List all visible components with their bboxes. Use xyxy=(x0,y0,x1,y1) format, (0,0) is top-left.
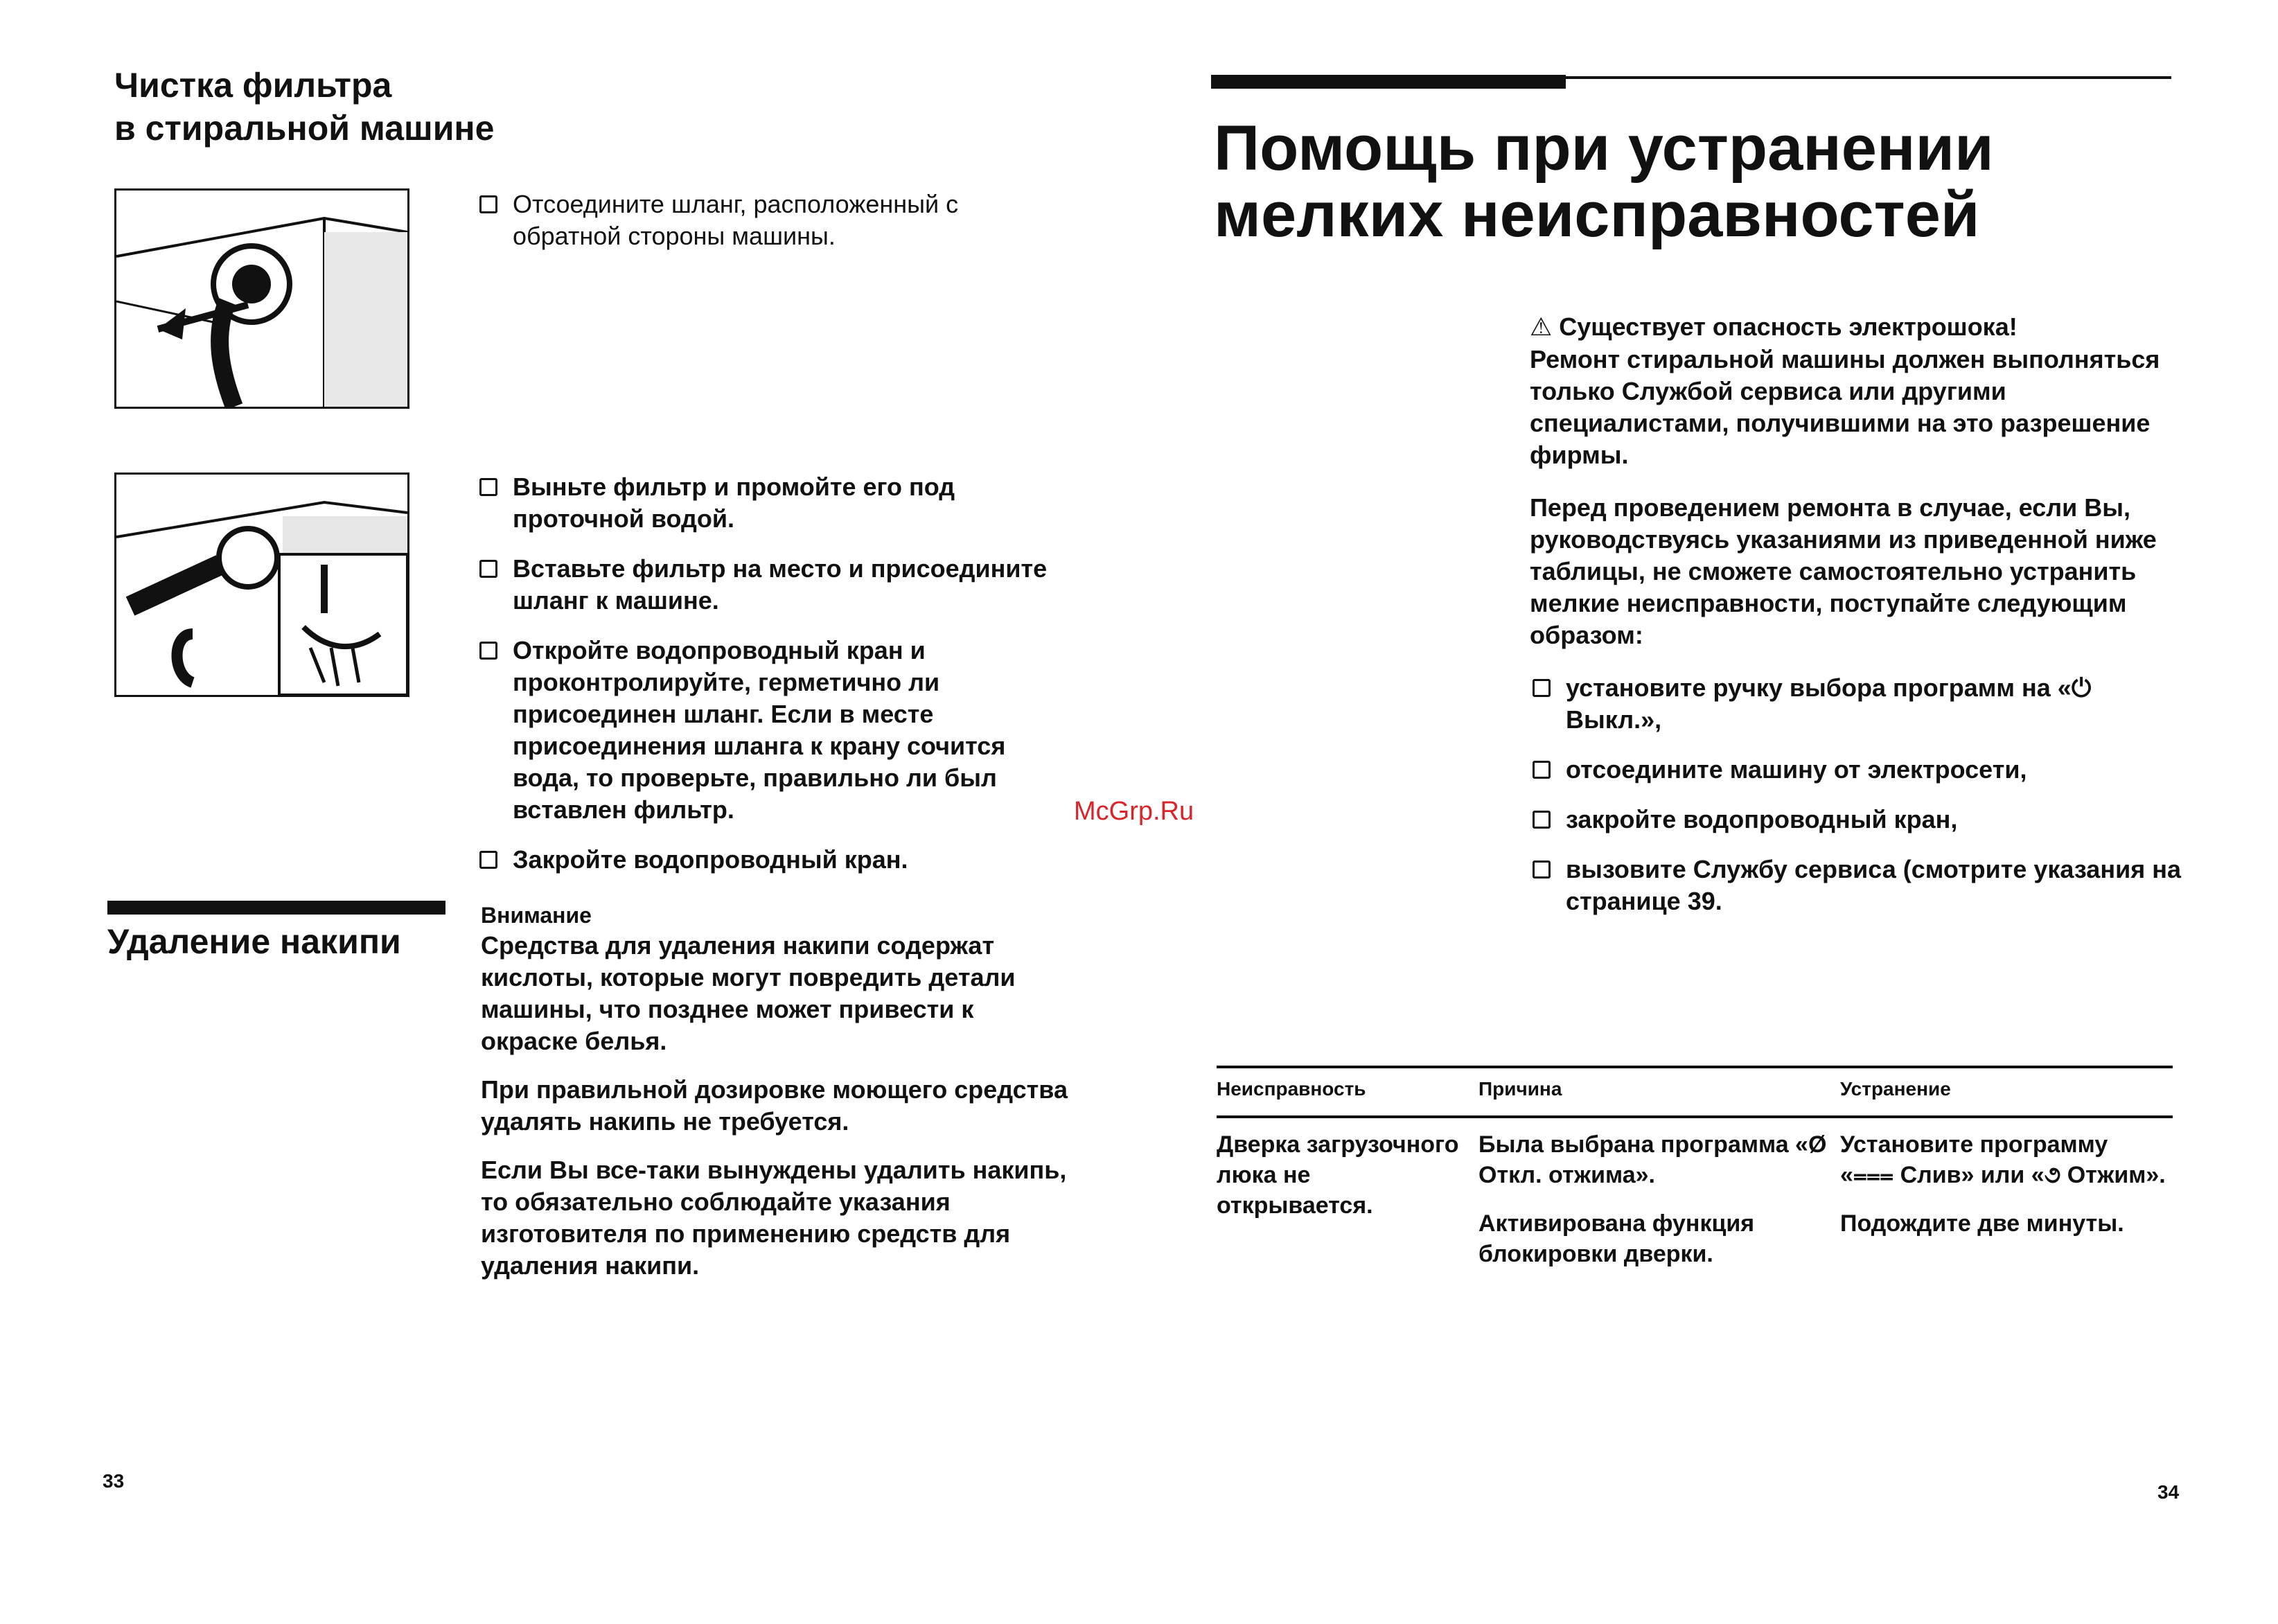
left-page-title xyxy=(114,64,558,150)
header-fix: Устранение xyxy=(1840,1067,2173,1117)
descaling-title: Удаление накипи xyxy=(107,922,401,961)
illustration-filter-clean xyxy=(114,473,409,697)
page-number-left: 33 xyxy=(103,1470,125,1492)
precaution-list xyxy=(1530,672,2181,917)
table-row xyxy=(1217,1117,2173,1287)
intro-text: Перед проведением ремонта в случае, если Вы, руководствуясь указаниями из приведенной ниже таблицы, не сможете самостоятельно устранить мелкие неисправности, поступайте следующим образом: xyxy=(1530,493,2157,649)
cause-2: Активирована функция блокировки дверки. xyxy=(1478,1210,1755,1267)
descaling-section-bar xyxy=(107,901,445,915)
filter-step-5: Закройте водопроводный кран. xyxy=(477,844,1059,876)
illustration-hose-disconnect xyxy=(114,188,409,409)
warning-text: Ремонт стиральной машины должен выполняться только Службой сервиса или другими специалистами, получившими на это разрешение фирмы. xyxy=(1530,345,2160,469)
warning-block xyxy=(1530,310,2181,935)
descaling-body xyxy=(481,901,1077,1298)
watermark: McGrp.Ru xyxy=(1074,797,1194,826)
left-title-line1: Чистка фильтра xyxy=(114,66,392,105)
page-number-right: 34 xyxy=(2157,1481,2180,1503)
main-title-line1: Помощь при устранении xyxy=(1214,113,1994,184)
precaution-4: вызовите Службу сервиса (смотрите указания на странице 39. xyxy=(1530,854,2181,917)
header-fault: Неисправность xyxy=(1217,1067,1478,1117)
troubleshooting-table xyxy=(1217,1066,2173,1287)
fix-2: Подождите две минуты. xyxy=(1840,1210,2124,1237)
main-title-line2: мелких неисправностей xyxy=(1214,179,1980,250)
descaling-para-2: При правильной дозировке моющего средства удалять накипь не требуется. xyxy=(481,1075,1068,1136)
precaution-1: установите ручку выбора программ на «⏻ Выкл.», xyxy=(1530,672,2181,736)
cause-cell xyxy=(1478,1117,1840,1287)
warning-title: ⚠ Существует опасность электрошока! xyxy=(1530,312,2017,341)
filter-clean-drawing xyxy=(116,475,407,695)
fix-1: Установите программу «⩶ Слив» или «૭ Отжим». xyxy=(1840,1131,2166,1188)
hose-disconnect-drawing xyxy=(116,191,407,407)
filter-step-1: Отсоедините шланг, расположенный с обратной стороны машины. xyxy=(477,188,1003,252)
header-cause: Причина xyxy=(1478,1067,1840,1117)
filter-step-2: Выньте фильтр и промойте его под проточной водой. xyxy=(477,471,1059,535)
descaling-para-3: Если Вы все-таки вынуждены удалить накипь, то обязательно соблюдайте указания изготовителя по применению средств для удаления накипи. xyxy=(481,1156,1067,1280)
main-title xyxy=(1214,115,2218,248)
right-top-rule-thick xyxy=(1211,75,1566,89)
filter-step-4: Откройте водопроводный кран и проконтролируйте, герметично ли присоединен шланг. Если в месте присоединения шланга к крану сочится вода, то проверьте, правильно ли был вставлен фильтр. xyxy=(477,635,1059,826)
cause-1: Была выбрана программа «Ø Откл. отжима». xyxy=(1478,1131,1827,1188)
filter-step-list-2 xyxy=(477,471,1059,894)
table-header-row xyxy=(1217,1067,2173,1117)
left-title-line2: в стиральной машине xyxy=(114,109,495,148)
fault-cell: Дверка загрузочного люка не открывается. xyxy=(1217,1131,1459,1219)
precaution-2: отсоедините машину от электросети, xyxy=(1530,754,2181,786)
attention-text: Средства для удаления накипи содержат кислоты, которые могут повредить детали машины, что позднее может привести к окраске белья. xyxy=(481,931,1016,1055)
attention-label: Внимание xyxy=(481,903,592,928)
right-top-rule-thin xyxy=(1566,76,2171,79)
filter-step-list-1 xyxy=(477,188,1003,270)
filter-step-3: Вставьте фильтр на место и присоедините шланг к машине. xyxy=(477,553,1059,617)
precaution-3: закройте водопроводный кран, xyxy=(1530,804,2181,836)
fix-cell xyxy=(1840,1117,2173,1287)
